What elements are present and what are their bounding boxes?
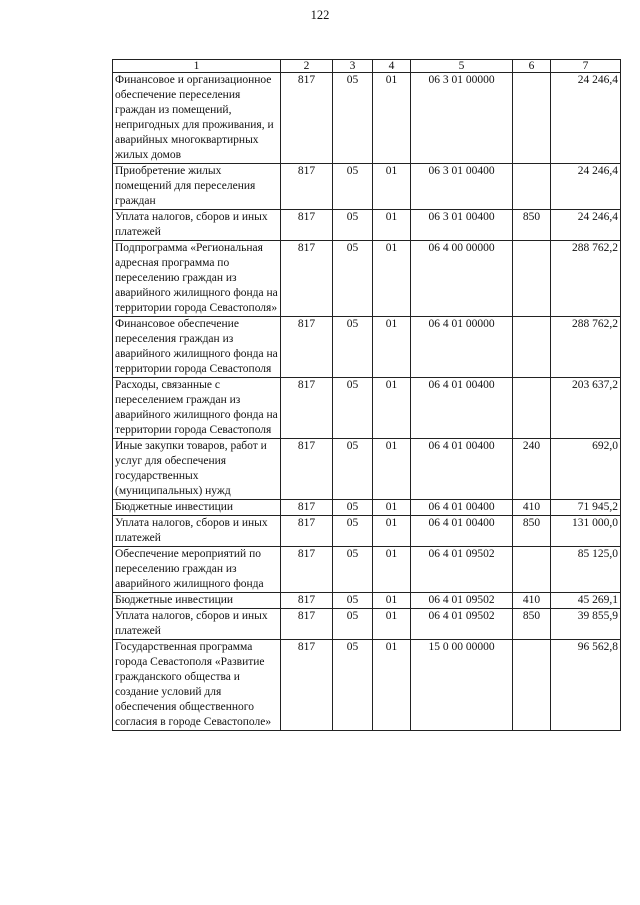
row-section: 05 xyxy=(333,164,373,210)
budget-table xyxy=(112,59,621,731)
row-section: 05 xyxy=(333,241,373,317)
row-section: 05 xyxy=(333,609,373,640)
row-admin-code: 817 xyxy=(281,73,333,164)
row-subsection: 01 xyxy=(373,500,411,516)
row-name: Подпрограмма «Региональная адресная программа по переселению граждан из аварийного жилищного фонда на территории города Севастополя» xyxy=(113,241,281,317)
row-amount: 71 945,2 xyxy=(551,500,621,516)
row-expense-type: 410 xyxy=(513,500,551,516)
row-admin-code: 817 xyxy=(281,317,333,378)
row-amount: 24 246,4 xyxy=(551,210,621,241)
row-target-article: 06 4 00 00000 xyxy=(411,241,513,317)
row-subsection: 01 xyxy=(373,241,411,317)
row-admin-code: 817 xyxy=(281,547,333,593)
row-section: 05 xyxy=(333,547,373,593)
table-row xyxy=(113,500,621,516)
row-amount: 85 125,0 xyxy=(551,547,621,593)
row-admin-code: 817 xyxy=(281,439,333,500)
table-row xyxy=(113,593,621,609)
row-amount: 24 246,4 xyxy=(551,164,621,210)
row-target-article: 06 4 01 00400 xyxy=(411,500,513,516)
table-row xyxy=(113,378,621,439)
table-row xyxy=(113,516,621,547)
header-row xyxy=(113,60,621,73)
row-subsection: 01 xyxy=(373,73,411,164)
row-name: Приобретение жилых помещений для переселения граждан xyxy=(113,164,281,210)
row-section: 05 xyxy=(333,73,373,164)
row-expense-type xyxy=(513,317,551,378)
row-admin-code: 817 xyxy=(281,593,333,609)
row-subsection: 01 xyxy=(373,640,411,731)
row-target-article: 06 4 01 09502 xyxy=(411,609,513,640)
row-target-article: 06 4 01 09502 xyxy=(411,547,513,593)
row-name: Расходы, связанные с переселением граждан из аварийного жилищного фонда на территории города Севастополя xyxy=(113,378,281,439)
row-section: 05 xyxy=(333,210,373,241)
row-expense-type xyxy=(513,241,551,317)
row-section: 05 xyxy=(333,500,373,516)
row-admin-code: 817 xyxy=(281,378,333,439)
row-section: 05 xyxy=(333,317,373,378)
row-admin-code: 817 xyxy=(281,210,333,241)
row-name: Бюджетные инвестиции xyxy=(113,593,281,609)
row-name: Финансовое обеспечение переселения граждан из аварийного жилищного фонда на территории города Севастополя xyxy=(113,317,281,378)
table-row xyxy=(113,439,621,500)
row-expense-type xyxy=(513,640,551,731)
row-amount: 39 855,9 xyxy=(551,609,621,640)
col-header-5: 5 xyxy=(411,60,513,73)
row-target-article: 06 3 01 00000 xyxy=(411,73,513,164)
row-name: Финансовое и организационное обеспечение переселения граждан из помещений, непригодных для проживания, и аварийных многоквартирных жилых домов xyxy=(113,73,281,164)
col-header-6: 6 xyxy=(513,60,551,73)
row-amount: 45 269,1 xyxy=(551,593,621,609)
row-section: 05 xyxy=(333,439,373,500)
row-name: Уплата налогов, сборов и иных платежей xyxy=(113,516,281,547)
row-expense-type: 850 xyxy=(513,609,551,640)
row-subsection: 01 xyxy=(373,547,411,593)
table-row xyxy=(113,73,621,164)
row-target-article: 06 3 01 00400 xyxy=(411,164,513,210)
row-subsection: 01 xyxy=(373,516,411,547)
row-admin-code: 817 xyxy=(281,516,333,547)
row-target-article: 06 4 01 00400 xyxy=(411,378,513,439)
row-subsection: 01 xyxy=(373,210,411,241)
row-expense-type: 850 xyxy=(513,516,551,547)
row-admin-code: 817 xyxy=(281,500,333,516)
row-amount: 288 762,2 xyxy=(551,317,621,378)
col-header-7: 7 xyxy=(551,60,621,73)
row-amount: 131 000,0 xyxy=(551,516,621,547)
table-row xyxy=(113,210,621,241)
row-subsection: 01 xyxy=(373,439,411,500)
row-name: Государственная программа города Севастополя «Развитие гражданского общества и создание условий для обеспечения общественного согласия в городе Севастополе» xyxy=(113,640,281,731)
row-expense-type xyxy=(513,73,551,164)
row-admin-code: 817 xyxy=(281,164,333,210)
row-name: Уплата налогов, сборов и иных платежей xyxy=(113,609,281,640)
row-amount: 203 637,2 xyxy=(551,378,621,439)
table-row xyxy=(113,547,621,593)
table-row xyxy=(113,317,621,378)
row-subsection: 01 xyxy=(373,378,411,439)
row-subsection: 01 xyxy=(373,164,411,210)
table-row xyxy=(113,164,621,210)
row-target-article: 06 4 01 00400 xyxy=(411,439,513,500)
row-expense-type: 850 xyxy=(513,210,551,241)
row-section: 05 xyxy=(333,516,373,547)
table-row xyxy=(113,640,621,731)
row-expense-type: 410 xyxy=(513,593,551,609)
row-name: Иные закупки товаров, работ и услуг для обеспечения государственных (муниципальных) нужд xyxy=(113,439,281,500)
row-name: Бюджетные инвестиции xyxy=(113,500,281,516)
row-subsection: 01 xyxy=(373,317,411,378)
row-section: 05 xyxy=(333,378,373,439)
col-header-3: 3 xyxy=(333,60,373,73)
row-admin-code: 817 xyxy=(281,241,333,317)
row-admin-code: 817 xyxy=(281,640,333,731)
col-header-4: 4 xyxy=(373,60,411,73)
row-subsection: 01 xyxy=(373,609,411,640)
row-target-article: 06 4 01 00400 xyxy=(411,516,513,547)
row-expense-type xyxy=(513,378,551,439)
row-target-article: 15 0 00 00000 xyxy=(411,640,513,731)
row-target-article: 06 3 01 00400 xyxy=(411,210,513,241)
page-number: 122 xyxy=(310,8,330,22)
row-expense-type xyxy=(513,164,551,210)
row-amount: 24 246,4 xyxy=(551,73,621,164)
row-name: Уплата налогов, сборов и иных платежей xyxy=(113,210,281,241)
row-admin-code: 817 xyxy=(281,609,333,640)
col-header-1: 1 xyxy=(113,60,281,73)
row-section: 05 xyxy=(333,640,373,731)
table-row xyxy=(113,609,621,640)
row-expense-type xyxy=(513,547,551,593)
col-header-2: 2 xyxy=(281,60,333,73)
row-expense-type: 240 xyxy=(513,439,551,500)
table-row xyxy=(113,241,621,317)
row-target-article: 06 4 01 00000 xyxy=(411,317,513,378)
row-name: Обеспечение мероприятий по переселению граждан из аварийного жилищного фонда xyxy=(113,547,281,593)
row-section: 05 xyxy=(333,593,373,609)
row-amount: 96 562,8 xyxy=(551,640,621,731)
row-amount: 288 762,2 xyxy=(551,241,621,317)
row-target-article: 06 4 01 09502 xyxy=(411,593,513,609)
row-subsection: 01 xyxy=(373,593,411,609)
row-amount: 692,0 xyxy=(551,439,621,500)
